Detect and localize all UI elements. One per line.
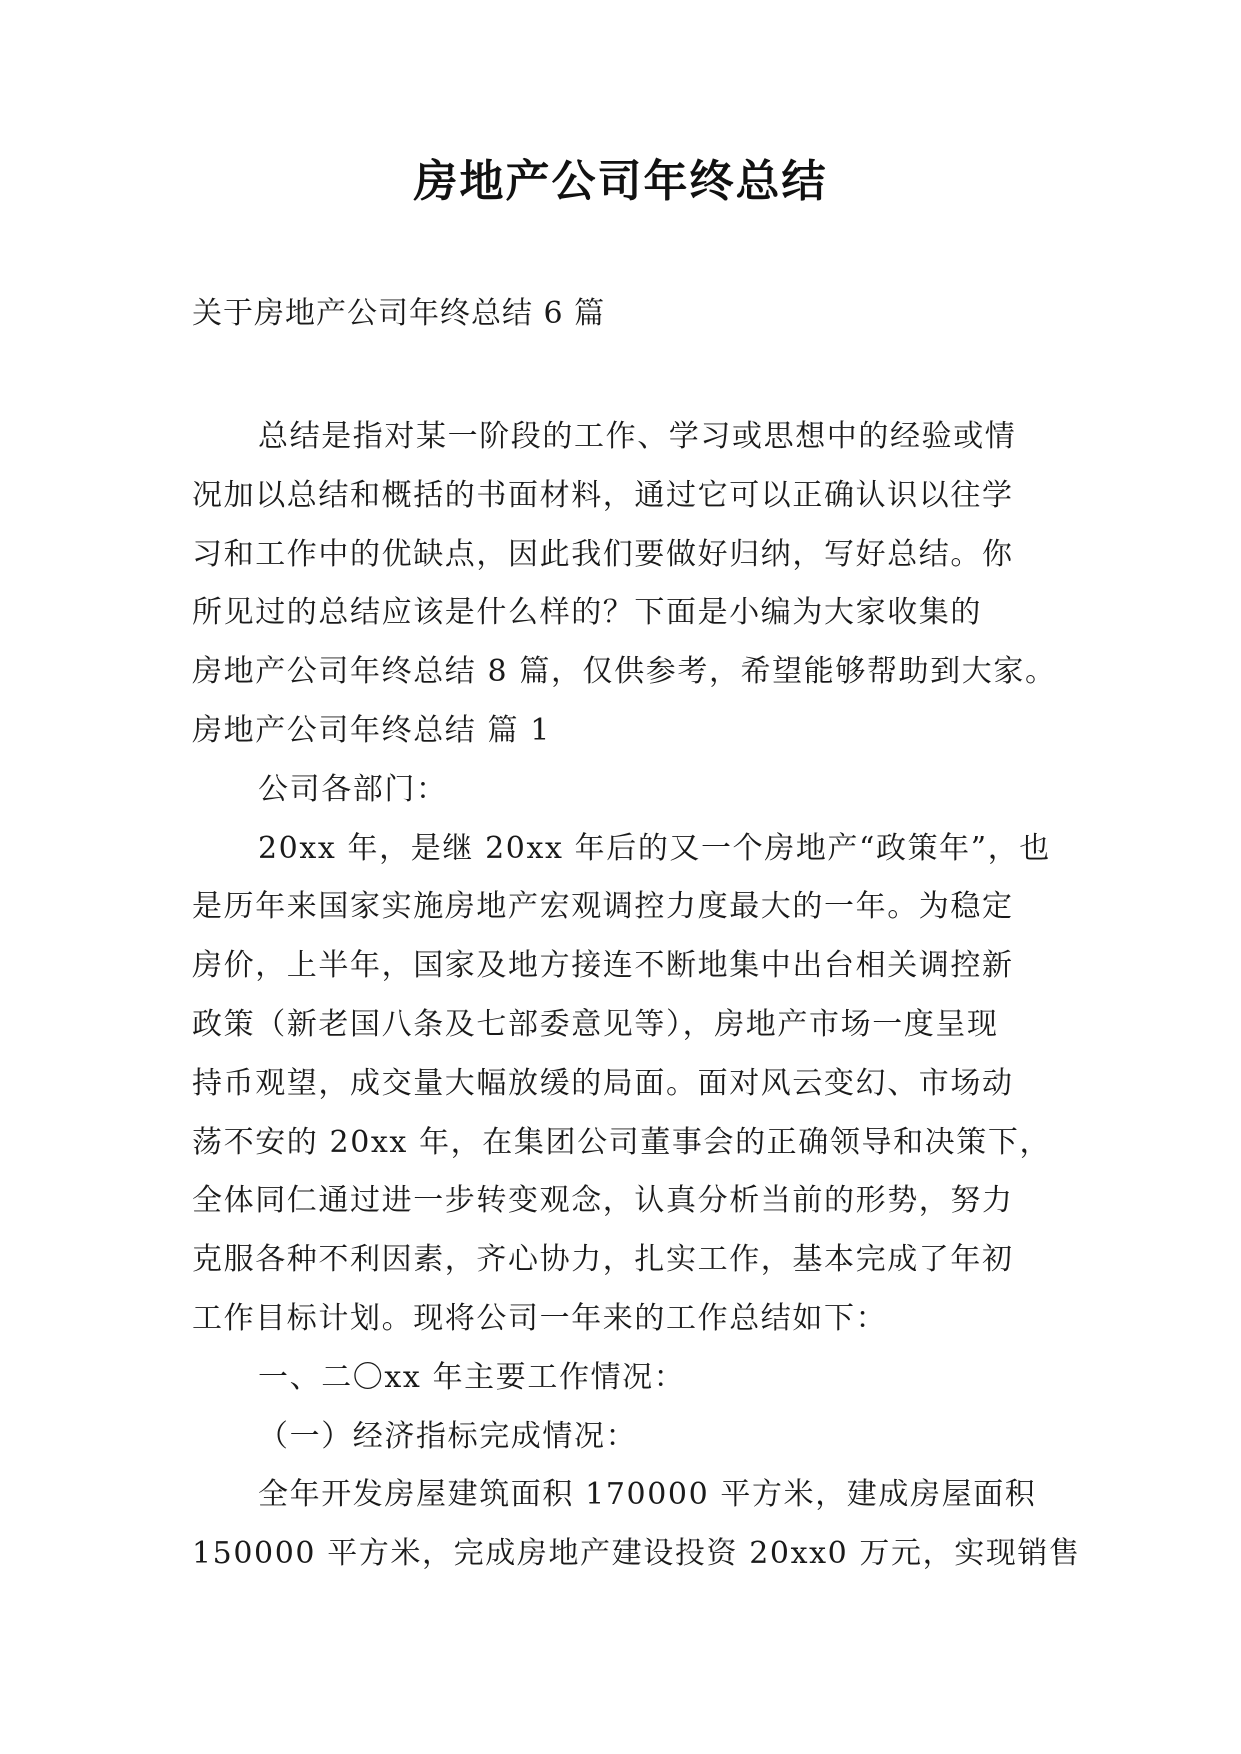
text-line: 是历年来国家实施房地产宏观调控力度最大的一年。为稳定: [192, 889, 1014, 925]
text-line: 公司各部门：: [258, 771, 448, 807]
text-line: 克服各种不利因素，齐心协力，扎实工作，基本完成了年初: [192, 1242, 1014, 1278]
document-body: [192, 408, 1081, 1584]
text-line: 20xx 年，是继 20xx 年后的又一个房地产“政策年”，也: [258, 830, 1051, 866]
text-line: 工作目标计划。现将公司一年来的工作总结如下：: [192, 1300, 888, 1336]
text-line: 习和工作中的优缺点，因此我们要做好归纳，写好总结。你: [192, 536, 1014, 572]
text-line: 荡不安的 20xx 年，在集团公司董事会的正确领导和决策下，: [192, 1124, 1052, 1160]
text-line: 房地产公司年终总结 8 篇，仅供参考，希望能够帮助到大家。: [192, 654, 1057, 690]
text-line: 房价，上半年，国家及地方接连不断地集中出台相关调控新: [192, 948, 1014, 984]
text-line: 况加以总结和概括的书面材料，通过它可以正确认识以往学: [192, 477, 1014, 513]
text-line: 一、二〇xx 年主要工作情况：: [258, 1359, 686, 1395]
text-line: 全年开发房屋建筑面积 170000 平方米，建成房屋面积: [258, 1477, 1037, 1513]
document-subtitle: 关于房地产公司年终总结 6 篇: [192, 296, 606, 331]
text-line: 所见过的总结应该是什么样的？下面是小编为大家收集的: [192, 595, 982, 631]
text-line: （一）经济指标完成情况：: [258, 1418, 638, 1454]
text-line: 全体同仁通过进一步转变观念，认真分析当前的形势，努力: [192, 1183, 1014, 1219]
text-line: 总结是指对某一阶段的工作、学习或思想中的经验或情: [258, 419, 1017, 454]
document-title: 房地产公司年终总结: [413, 156, 828, 207]
text-line: 持币观望，成交量大幅放缓的局面。面对风云变幻、市场动: [192, 1065, 1014, 1101]
text-line: 房地产公司年终总结 篇 1: [192, 712, 551, 748]
text-line: 政策（新老国八条及七部委意见等），房地产市场一度呈现: [192, 1006, 999, 1042]
text-line: 150000 平方米，完成房地产建设投资 20xx0 万元，实现销售: [192, 1536, 1081, 1572]
